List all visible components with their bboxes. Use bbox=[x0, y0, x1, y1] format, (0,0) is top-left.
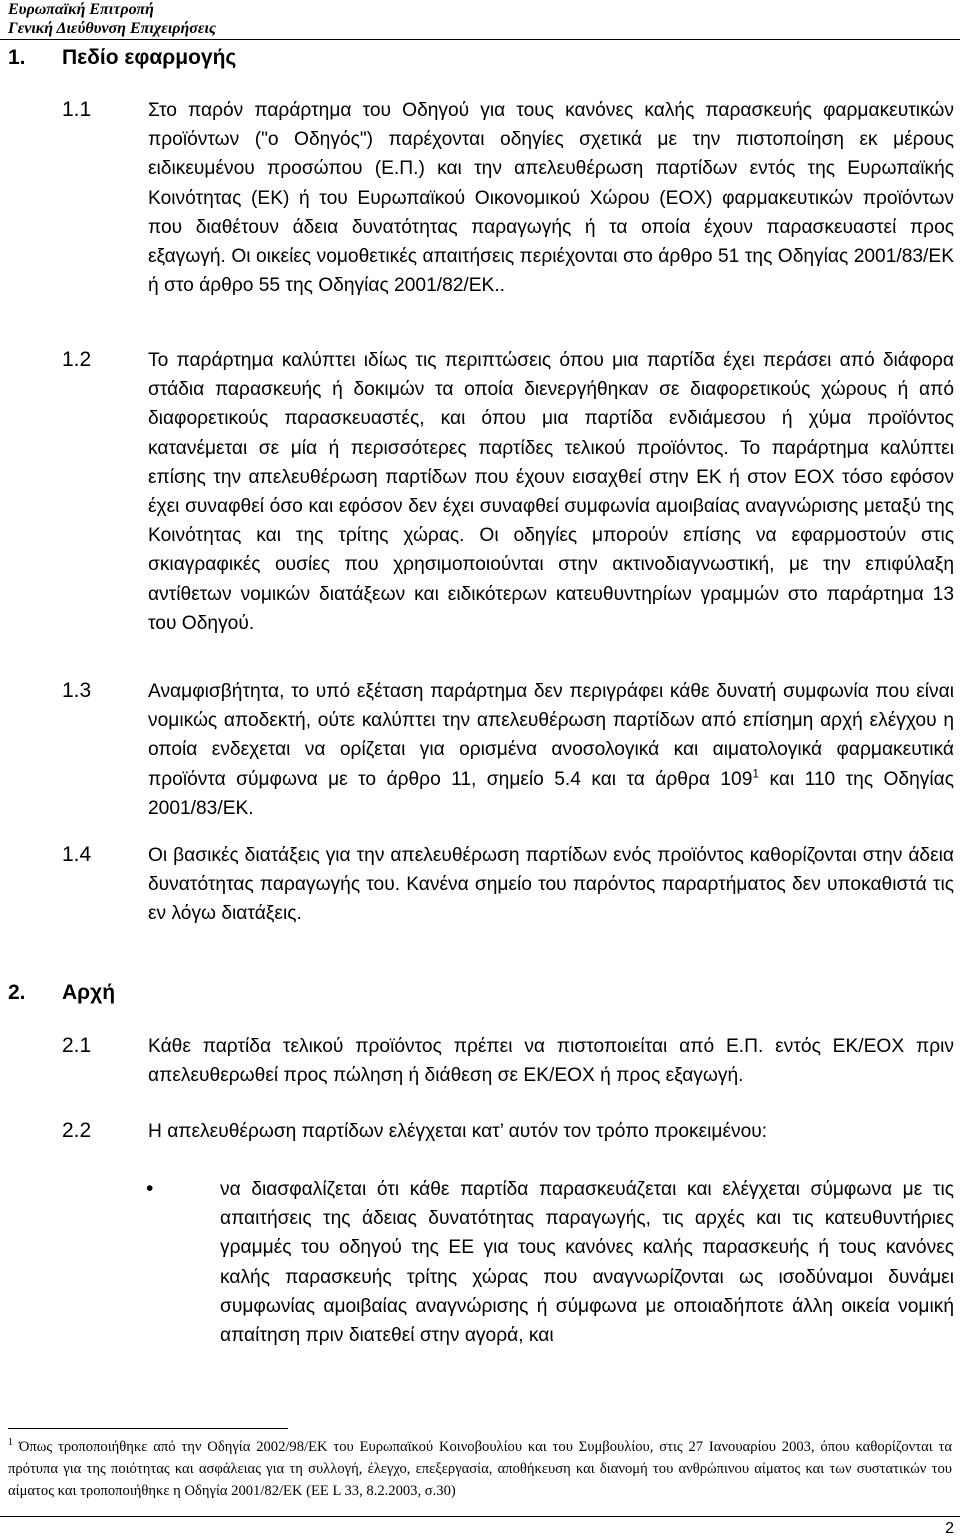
header-divider bbox=[0, 39, 960, 40]
page-number: 2 bbox=[945, 1520, 954, 1537]
paragraph-2-2-number: 2.2 bbox=[62, 1119, 92, 1142]
section-1-number: 1. bbox=[8, 46, 26, 69]
bullet-item-text: να διασφαλίζεται ότι κάθε παρτίδα παρασκευάζεται και ελέγχεται σύμφωνα με τις απαιτήσεις της άδειας δυνατότητας παραγωγής, τις αρχές και τις κατευθυντήριες γραμμές του οδηγού της ΕΕ για τους κανόνες καλής παρασκευής ή τους κανόνες καλής παρασκευής τρίτης χώρας που αναγνωρίζονται ως ισοδύναμοι δυνάμει συμφωνίας αμοιβαίας αναγνώρισης ή σύμφωνα με οποιαδήποτε άλλη οικεία νομική απαίτηση πριν διατεθεί στην αγορά, και bbox=[220, 1179, 954, 1347]
paragraph-1-3-text-end: και 110 της Οδηγίας 2001/83/ΕΚ. bbox=[148, 768, 954, 819]
paragraph-1-3-text bbox=[148, 677, 954, 823]
footnote bbox=[8, 1436, 952, 1502]
paragraph-1-2-text: Το παράρτημα καλύπτει ιδίως τις περιπτώσεις όπου μια παρτίδα έχει περάσει από διάφορα στάδια παρασκευής ή δοκιμών τα οποία διενεργήθηκαν σε διαφορετικούς χώρους ή από διαφορετικούς παρασκευαστές, και όπου μια παρτίδα ενδιάμεσου ή χύμα προϊόντος κατανέμεται σε μία ή περισσότερες παρτίδες τελικού προϊόντος. Το παράρτημα καλύπτει επίσης την απελευθέρωση παρτίδων που έχουν εισαχθεί στην ΕΚ ή στον ΕΟΧ τόσο εφόσον έχει συναφθεί όσο και εφόσον δεν έχει συναφθεί συμφωνία αμοιβαίας αναγνώρισης μεταξύ της Κοινότητας και της τρίτης χώρας. Οι οδηγίες μπορούν επίσης να εφαρμοστούν στις σκιαγραφικές ουσίες που χρησιμοποιούνται στην ακτινοδιαγνωστική, με την επιφύλαξη αντίθετων νομικών διατάξεων και ειδικότερων κατευθυντηρίων γραμμών στο παράρτημα 13 του Οδηγού. bbox=[148, 350, 954, 634]
paragraph-2-1-text: Κάθε παρτίδα τελικού προϊόντος πρέπει να πιστοποιείται από Ε.Π. εντός ΕΚ/ΕΟΧ πριν απελευθερωθεί προς πώληση ή διάθεση σε ΕΚ/ΕΟΧ ή προς εξαγωγή. bbox=[148, 1036, 954, 1087]
section-1-title: Πεδίο εφαρμογής bbox=[62, 46, 237, 69]
footer-divider bbox=[0, 1516, 960, 1517]
header-directorate: Γενική Διεύθυνση Επιχειρήσεις bbox=[8, 20, 217, 37]
paragraph-2-2-text: Η απελευθέρωση παρτίδων ελέγχεται κατ’ αυτόν τον τρόπο προκειμένου: bbox=[148, 1121, 768, 1142]
section-2-number: 2. bbox=[8, 981, 26, 1004]
paragraph-1-1-text: Στο παρόν παράρτημα του Οδηγού για τους κανόνες καλής παρασκευής φαρμακευτικών προϊόντων ("ο Οδηγός") παρέχονται οδηγίες σχετικά με την πιστοποίηση εκ μέρους ειδικευμένου προσώπου (Ε.Π.) και την απελευθέρωση παρτίδων εντός της Ευρωπαϊκής Κοινότητας (ΕΚ) ή του Ευρωπαϊκού Οικονομικού Χώρου (ΕΟΧ) φαρμακευτικών προϊόντων που διαθέτουν άδεια δυνατότητας παραγωγής ή τα οποία έχουν παρασκευαστεί προς εξαγωγή. Οι οικείες νομοθετικές απαιτήσεις περιέχονται στο άρθρο 51 της Οδηγίας 2001/83/ΕΚ ή στο άρθρο 55 της Οδηγίας 2001/82/ΕΚ.. bbox=[148, 100, 954, 297]
footnote-divider bbox=[8, 1428, 288, 1429]
paragraph-1-3-number: 1.3 bbox=[62, 679, 92, 702]
header-organization: Ευρωπαϊκή Επιτροπή bbox=[8, 1, 154, 18]
bullet-icon: • bbox=[146, 1177, 154, 1200]
paragraph-1-1-number: 1.1 bbox=[62, 98, 92, 121]
section-2-title: Αρχή bbox=[62, 981, 116, 1004]
paragraph-1-3-text-main: Αναμφισβήτητα, το υπό εξέταση παράρτημα δεν περιγράφει κάθε δυνατή συμφωνία που είναι νομικώς αποδεκτή, ούτε καλύπτει την απελευθέρωση παρτίδων από επίσημη αρχή ελέγχου η οποία ενδεχεται να ορίζεται για ορισμένα ανοσολογικά και αιματολογικά φαρμακευτικά προϊόντα σύμφωνα με το άρθρο 11, σημείο 5.4 και τα άρθρα 109 bbox=[148, 681, 954, 790]
paragraph-1-4-number: 1.4 bbox=[62, 843, 92, 866]
footnote-number: 1 bbox=[8, 1437, 13, 1449]
footnote-text: Όπως τροποποιήθηκε από την Οδηγία 2002/98/ΕΚ του Ευρωπαϊκού Κοινοβουλίου και του Συμβουλίου, στις 27 Ιανουαρίου 2003, όπου καθορίζονται τα πρότυπα για της ποιότητας και ασφάλειας για τη συλλογή, έλεγχο, επεξεργασία, αποθήκευση και διανομή του ανθρώπινου αίματος και των συστατικών του αίματος και τροποποιήθηκε η Οδηγία 2001/82/ΕΚ (ΕΕ L 33, 8.2.2003, σ.30) bbox=[8, 1439, 952, 1499]
paragraph-2-1-number: 2.1 bbox=[62, 1034, 92, 1057]
footnote-reference: 1 bbox=[752, 766, 760, 781]
paragraph-1-4-text: Οι βασικές διατάξεις για την απελευθέρωση παρτίδων ενός προϊόντος καθορίζονται στην άδεια δυνατότητας παραγωγής του. Κανένα σημείο του παρόντος παραρτήματος δεν υποκαθιστά τις εν λόγω διατάξεις. bbox=[148, 845, 954, 925]
paragraph-1-2-number: 1.2 bbox=[62, 348, 92, 371]
